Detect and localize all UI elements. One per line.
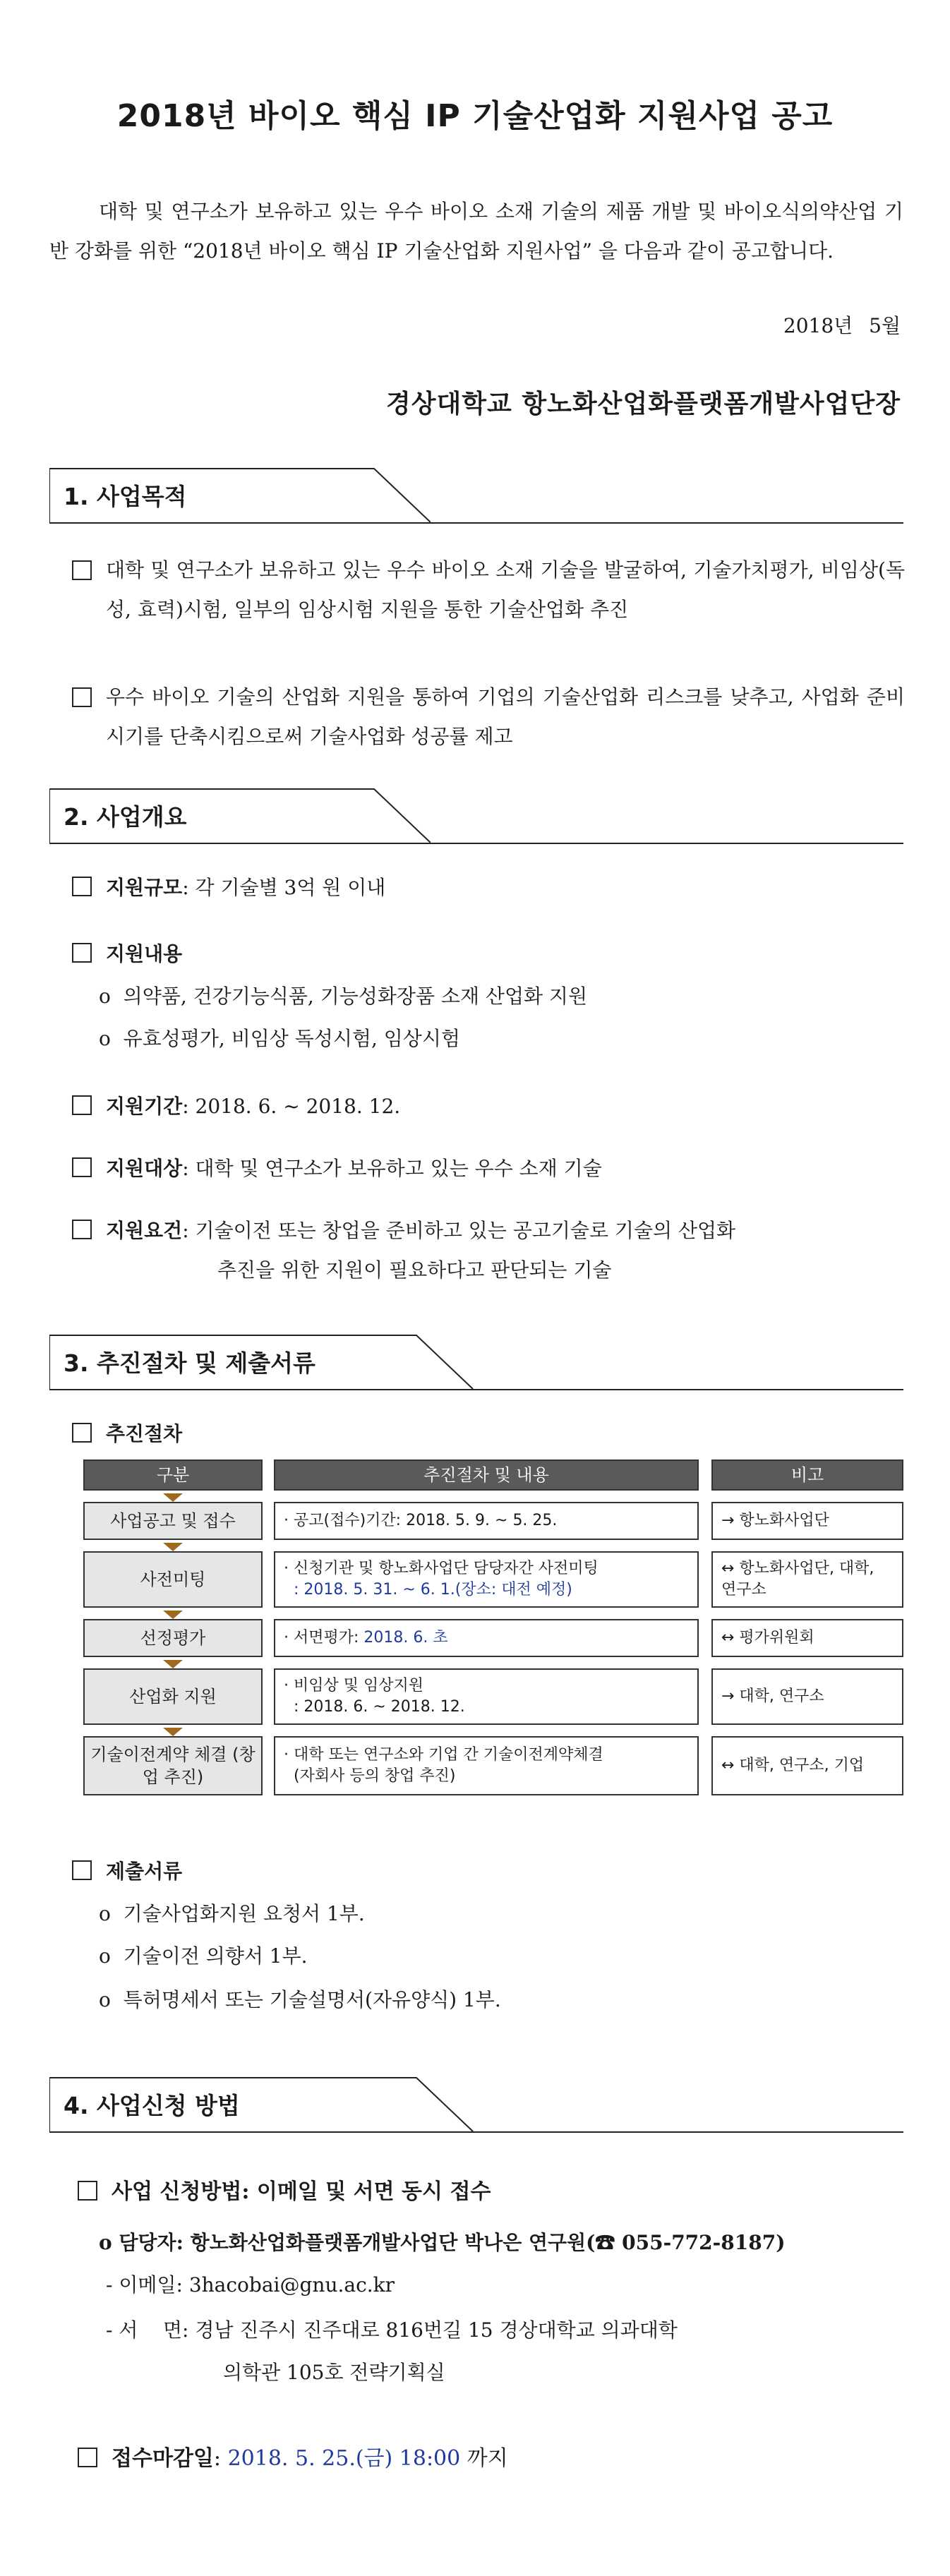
step-desc-line: · 신청기관 및 항노화사업단 담당자간 사전미팅 — [284, 1560, 599, 1577]
support-content-item-1: o 의약품, 건강기능식품, 기능성화장품 소재 산업화 지원 — [99, 985, 588, 1008]
doc-item: o 특허명세서 또는 기술설명서(자유양식) 1부. — [99, 1988, 501, 2011]
step-desc-line: : 2018. 5. 31. ~ 6. 1.(장소: 대전 예정) — [284, 1581, 572, 1599]
checkbox-icon — [72, 877, 92, 896]
section-underline — [49, 1389, 903, 1390]
doc-text: 특허명세서 또는 기술설명서(자유양식) 1부. — [123, 1988, 501, 2011]
step-note: → 대학, 연구소 — [711, 1668, 903, 1725]
step-desc-line: · 비임상 및 임상지원 — [284, 1677, 423, 1695]
section-title: 2. 사업개요 — [64, 803, 187, 831]
step-name: 사업공고 및 접수 — [83, 1502, 263, 1540]
organization-name: 경상대학교 항노화산업화플랫폼개발사업단장 — [385, 389, 901, 419]
announcement-date: 2018년 5월 — [783, 314, 901, 337]
table-header-category: 구분 — [83, 1459, 263, 1491]
section-title: 1. 사업목적 — [64, 483, 187, 510]
doc-item: o 기술사업화지원 요청서 1부. — [99, 1902, 365, 1925]
down-arrow-icon — [163, 1728, 183, 1736]
step-desc-line: · 대학 또는 연구소와 기업 간 기술이전계약체결 — [284, 1746, 603, 1764]
support-period-value: : 2018. 6. ~ 2018. 12. — [182, 1095, 401, 1118]
purpose-text-1: 대학 및 연구소가 보유하고 있는 우수 바이오 소재 기술을 발굴하여, 기술가치평가, 비임상(독성, 효력)시험, 일부의 임상시험 지원을 통한 기술산업화 추진 — [106, 558, 905, 621]
support-scale-label: 지원규모 — [106, 876, 183, 899]
support-content-text: 유효성평가, 비임상 독성시험, 임상시험 — [123, 1027, 460, 1050]
contact-person: o 담당자: 항노화산업화플랫폼개발사업단 박나은 연구원(☎ 055-772-8187) — [99, 2231, 786, 2254]
checkbox-icon — [78, 2448, 97, 2467]
step-note: → 항노화사업단 — [711, 1502, 903, 1540]
section-2-header — [49, 788, 431, 844]
step-desc-line: · 공고(접수)기간: 2018. 5. 9. ~ 5. 25. — [284, 1512, 558, 1529]
support-target — [72, 1149, 602, 1188]
step-name: 사전미팅 — [83, 1551, 263, 1608]
section-underline — [49, 843, 903, 844]
application-method-text: 사업 신청방법: 이메일 및 서면 동시 접수 — [112, 2179, 491, 2204]
step-name: 선정평가 — [83, 1619, 263, 1657]
checkbox-icon — [72, 1860, 92, 1880]
checkbox-icon — [72, 1095, 92, 1115]
support-requirement-label: 지원요건 — [106, 1219, 183, 1242]
down-arrow-icon — [163, 1543, 183, 1551]
intro-text: 대학 및 연구소가 보유하고 있는 우수 바이오 소재 기술의 제품 개발 및 바이오식의약산업 기반 강화를 위한 “2018년 바이오 핵심 IP 기술산업화 지원사업” 을 다음과 같이 공고합니다. — [49, 200, 903, 263]
application-method — [78, 2172, 491, 2212]
section-1-header — [49, 467, 431, 524]
support-content-item-2: o 유효성평가, 비임상 독성시험, 임상시험 — [99, 1027, 460, 1050]
docs-label-row — [72, 1852, 182, 1891]
deadline-suffix: 까지 — [467, 2446, 508, 2471]
checkbox-icon — [72, 943, 92, 963]
support-target-value: : 대학 및 연구소가 보유하고 있는 우수 소재 기술 — [182, 1157, 602, 1180]
step-note: ↔ 대학, 연구소, 기업 — [711, 1736, 903, 1795]
step-note: ↔ 평가위원회 — [711, 1619, 903, 1657]
support-requirement — [72, 1211, 735, 1251]
section-4-header — [49, 2076, 431, 2133]
contact-email: - 이메일: 3hacobai@gnu.ac.kr — [106, 2273, 395, 2297]
support-content-text: 의약품, 건강기능식품, 기능성화장품 소재 산업화 지원 — [123, 985, 588, 1008]
procedure-table — [83, 1459, 903, 1855]
step-description — [274, 1668, 699, 1725]
support-period — [72, 1087, 400, 1126]
contact-mail-address-cont: 의학관 105호 전략기획실 — [223, 2361, 445, 2384]
section-title: 3. 추진절차 및 제출서류 — [64, 1349, 315, 1377]
purpose-item-1 — [72, 550, 905, 630]
step-name: 기술이전계약 체결 (창업 추진) — [83, 1736, 263, 1795]
checkbox-icon — [78, 2181, 97, 2201]
down-arrow-icon — [163, 1660, 183, 1668]
step-desc-highlight: 2018. 6. 초 — [363, 1629, 448, 1647]
step-desc-line: : 2018. 6. ~ 2018. 12. — [284, 1698, 465, 1716]
step-description — [274, 1619, 699, 1657]
support-requirement-value: : 기술이전 또는 창업을 준비하고 있는 공고기술로 기술의 산업화 — [182, 1219, 736, 1242]
step-description — [274, 1736, 699, 1795]
support-requirement-cont: 추진을 위한 지원이 필요하다고 판단되는 기술 — [217, 1258, 612, 1282]
contact-mail-address: - 서 면: 경남 진주시 진주대로 816번길 15 경상대학교 의과대학 — [106, 2318, 678, 2342]
support-content — [72, 934, 182, 974]
section-title: 4. 사업신청 방법 — [64, 2092, 240, 2119]
deadline-value: 2018. 5. 25.(금) 18:00 — [227, 2446, 461, 2471]
checkbox-icon — [72, 687, 92, 707]
section-underline — [49, 2131, 903, 2133]
doc-text: 기술이전 의향서 1부. — [123, 1944, 308, 1968]
step-description — [274, 1551, 699, 1608]
support-scale-value: : 각 기술별 3억 원 이내 — [182, 876, 386, 899]
step-name: 산업화 지원 — [83, 1668, 263, 1725]
support-scale — [72, 868, 385, 908]
page-title: 2018년 바이오 핵심 IP 기술산업화 지원사업 공고 — [116, 98, 834, 134]
deadline-label: 접수마감일 — [112, 2446, 214, 2471]
support-content-label: 지원내용 — [106, 942, 183, 965]
step-description — [274, 1502, 699, 1540]
checkbox-icon — [72, 1423, 92, 1443]
step-desc-line: · 서면평가: — [284, 1629, 364, 1647]
deadline: 접수마감일: 2018. 5. 25.(금) 18:00 까지 — [78, 2439, 508, 2479]
intro-paragraph — [49, 192, 903, 271]
table-header-note: 비고 — [711, 1459, 903, 1491]
doc-text: 기술사업화지원 요청서 1부. — [123, 1902, 365, 1925]
purpose-text-2: 우수 바이오 기술의 산업화 지원을 통하여 기업의 기술산업화 리스크를 낮추고, 사업화 준비시기를 단축시킴으로써 기술사업화 성공률 제고 — [106, 685, 905, 748]
checkbox-icon — [72, 1220, 92, 1239]
checkbox-icon — [72, 1157, 92, 1177]
support-period-label: 지원기간 — [106, 1095, 183, 1118]
contact-value: : 항노화산업화플랫폼개발사업단 박나은 연구원(☎ 055-772-8187) — [176, 2231, 786, 2254]
procedure-label: 추진절차 — [106, 1422, 183, 1445]
docs-label: 제출서류 — [106, 1860, 183, 1883]
step-desc-line: (자회사 등의 창업 추진) — [284, 1767, 456, 1785]
step-note: ↔ 항노화사업단, 대학, 연구소 — [711, 1551, 903, 1608]
down-arrow-icon — [163, 1611, 183, 1619]
section-3-header — [49, 1334, 431, 1390]
table-header-content: 추진절차 및 내용 — [274, 1459, 699, 1491]
section-underline — [49, 522, 903, 524]
purpose-item-2 — [72, 678, 905, 757]
doc-item: o 기술이전 의향서 1부. — [99, 1944, 308, 1968]
checkbox-icon — [72, 560, 92, 580]
contact-label: 담당자 — [119, 2231, 176, 2254]
support-target-label: 지원대상 — [106, 1157, 183, 1180]
procedure-label-row — [72, 1414, 182, 1454]
down-arrow-icon — [163, 1493, 183, 1502]
